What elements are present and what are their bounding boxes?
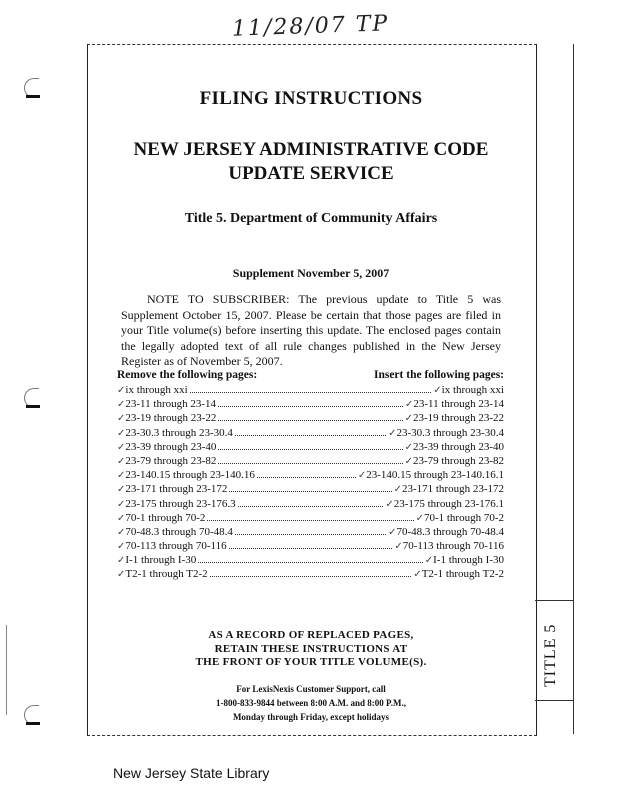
check-mark-icon: ✓	[117, 569, 126, 581]
page-row	[117, 468, 504, 482]
check-mark-icon: ✓	[117, 498, 126, 510]
check-mark-icon: ✓	[388, 526, 397, 538]
remove-page-range: 70-48.3 through 70-48.4	[125, 525, 233, 538]
check-mark-icon: ✓	[394, 541, 403, 553]
dot-leader	[229, 539, 393, 549]
insert-page-range: 23-175 through 23-176.1	[393, 497, 504, 510]
page-row	[117, 383, 504, 397]
page-row	[117, 482, 504, 496]
check-mark-icon: ✓	[433, 385, 442, 396]
dot-leader	[257, 468, 356, 478]
check-mark-icon: ✓	[404, 413, 413, 425]
page-row	[117, 525, 504, 539]
remove-page-range: I-1 through I-30	[125, 554, 197, 567]
remove-page-range: 70-113 through 70-116	[125, 540, 227, 553]
dot-leader	[218, 454, 402, 464]
check-mark-icon: ✓	[385, 498, 394, 510]
dot-leader	[218, 397, 403, 407]
remove-page-range: 23-140.15 through 23-140.16	[125, 469, 255, 482]
insert-page-range: 70-113 through 70-116	[402, 540, 504, 553]
page-row	[117, 440, 504, 454]
remove-pages-header: Remove the following pages:	[117, 369, 258, 381]
check-mark-icon: ✓	[117, 470, 126, 482]
support-days: Monday through Friday, except holidays	[232, 712, 390, 722]
tab-divider	[535, 600, 573, 601]
check-mark-icon: ✓	[393, 484, 402, 496]
check-mark-icon: ✓	[404, 441, 413, 453]
check-mark-icon: ✓	[117, 555, 126, 567]
check-mark-icon: ✓	[117, 512, 126, 524]
remove-page-range: 23-30.3 through 23-30.4	[125, 426, 233, 439]
title-tab-label: TITLE 5	[542, 623, 559, 687]
dot-leader	[210, 567, 412, 577]
check-mark-icon: ✓	[117, 399, 126, 411]
page-row	[117, 553, 504, 567]
page-row	[117, 567, 504, 581]
tab-divider	[535, 700, 573, 701]
insert-page-range: 23-171 through 23-172	[401, 483, 504, 496]
record-notice-line-2: RETAIN THESE INSTRUCTIONS AT	[214, 642, 408, 655]
page-row	[117, 511, 504, 525]
remove-page-range: 23-79 through 23-82	[125, 454, 217, 467]
handwritten-date-note: 11/28/07 TP	[231, 11, 390, 42]
page-row	[117, 454, 504, 468]
customer-support-info	[87, 682, 535, 724]
binder-hole-mark	[22, 78, 42, 98]
filing-instructions-heading: FILING INSTRUCTIONS	[199, 88, 423, 109]
check-mark-icon: ✓	[117, 484, 126, 496]
dot-leader	[207, 511, 413, 521]
insert-page-range: 23-79 through 23-82	[412, 454, 504, 467]
dot-leader	[229, 482, 391, 492]
record-notice-line-1: AS A RECORD OF REPLACED PAGES,	[208, 629, 414, 641]
check-mark-icon: ✓	[424, 555, 434, 567]
insert-page-range: 70-48.3 through 70-48.4	[396, 525, 504, 538]
code-title-line-2: UPDATE SERVICE	[228, 163, 394, 184]
record-notice-line-3: THE FRONT OF YOUR TITLE VOLUME(S).	[195, 656, 427, 668]
check-mark-icon: ✓	[357, 470, 367, 482]
check-mark-icon: ✓	[117, 441, 126, 453]
insert-page-range: 23-30.3 through 23-30.4	[396, 426, 504, 439]
binder-hole-mark	[22, 705, 42, 725]
title-name: Title 5. Department of Community Affairs	[184, 211, 438, 226]
insert-page-range: 23-39 through 23-40	[412, 440, 504, 453]
check-mark-icon: ✓	[415, 512, 424, 524]
page-row	[117, 426, 504, 440]
page-edge-mark	[6, 625, 7, 715]
support-line-1: For LexisNexis Customer Support, call	[236, 684, 386, 694]
check-mark-icon: ✓	[388, 427, 397, 439]
dot-leader	[218, 411, 402, 421]
code-title-line-1: NEW JERSEY ADMINISTRATIVE CODE	[133, 139, 489, 160]
supplement-date: Supplement November 5, 2007	[232, 266, 390, 280]
support-phone-hours: 1-800-833-9844 between 8:00 A.M. and 8:00 P.M.,	[216, 698, 406, 708]
check-mark-icon: ✓	[117, 413, 126, 425]
remove-page-range: ix through xxi	[125, 384, 188, 396]
page-list	[117, 383, 504, 582]
check-mark-icon: ✓	[404, 455, 413, 467]
page-row	[117, 411, 504, 425]
dot-leader	[238, 497, 384, 507]
dot-leader	[235, 426, 386, 436]
subscriber-note-text: NOTE TO SUBSCRIBER: The previous update to Title 5 was Supplement October 15, 2007. Please be certain that those pages are filed in your Title volume(s) before inserting this update. The enclosed pages contain the legally adopted text of all rule changes published in the New Jersey Register as of November 5, 2007.	[121, 292, 501, 368]
remove-page-range: 23-39 through 23-40	[125, 440, 217, 453]
insert-page-range: 23-140.15 through 23-140.16.1	[366, 469, 504, 482]
record-notice	[87, 629, 535, 670]
remove-page-range: 23-11 through 23-14	[125, 398, 217, 411]
check-mark-icon: ✓	[117, 427, 126, 439]
code-title	[87, 138, 535, 186]
check-mark-icon: ✓	[117, 541, 126, 553]
check-mark-icon: ✓	[117, 526, 126, 538]
page-row	[117, 397, 504, 411]
insert-page-range: 23-19 through 23-22	[412, 412, 504, 425]
check-mark-icon: ✓	[413, 569, 422, 581]
page-row	[117, 497, 504, 511]
subscriber-note	[121, 292, 501, 370]
check-mark-icon: ✓	[404, 399, 414, 411]
dot-leader	[190, 383, 432, 393]
binder-hole-mark	[22, 388, 42, 408]
library-stamp: New Jersey State Library	[113, 765, 270, 781]
insert-page-range: 70-1 through 70-2	[423, 511, 504, 524]
check-mark-icon: ✓	[117, 385, 126, 396]
insert-pages-header: Insert the following pages:	[373, 369, 504, 381]
insert-page-range: T2-1 through T2-2	[421, 568, 504, 581]
insert-page-range: I-1 through I-30	[433, 554, 504, 567]
remove-page-range: T2-1 through T2-2	[125, 568, 208, 581]
check-mark-icon: ✓	[117, 455, 126, 467]
insert-page-range: ix through xxi	[441, 384, 504, 396]
dot-leader	[198, 553, 422, 563]
remove-page-range: 23-175 through 23-176.3	[125, 497, 236, 510]
remove-page-range: 70-1 through 70-2	[125, 511, 206, 524]
remove-page-range: 23-171 through 23-172	[125, 483, 228, 496]
dot-leader	[218, 440, 402, 450]
dot-leader	[235, 525, 386, 535]
page-row	[117, 539, 504, 553]
insert-page-range: 23-11 through 23-14	[413, 398, 504, 411]
remove-page-range: 23-19 through 23-22	[125, 412, 217, 425]
